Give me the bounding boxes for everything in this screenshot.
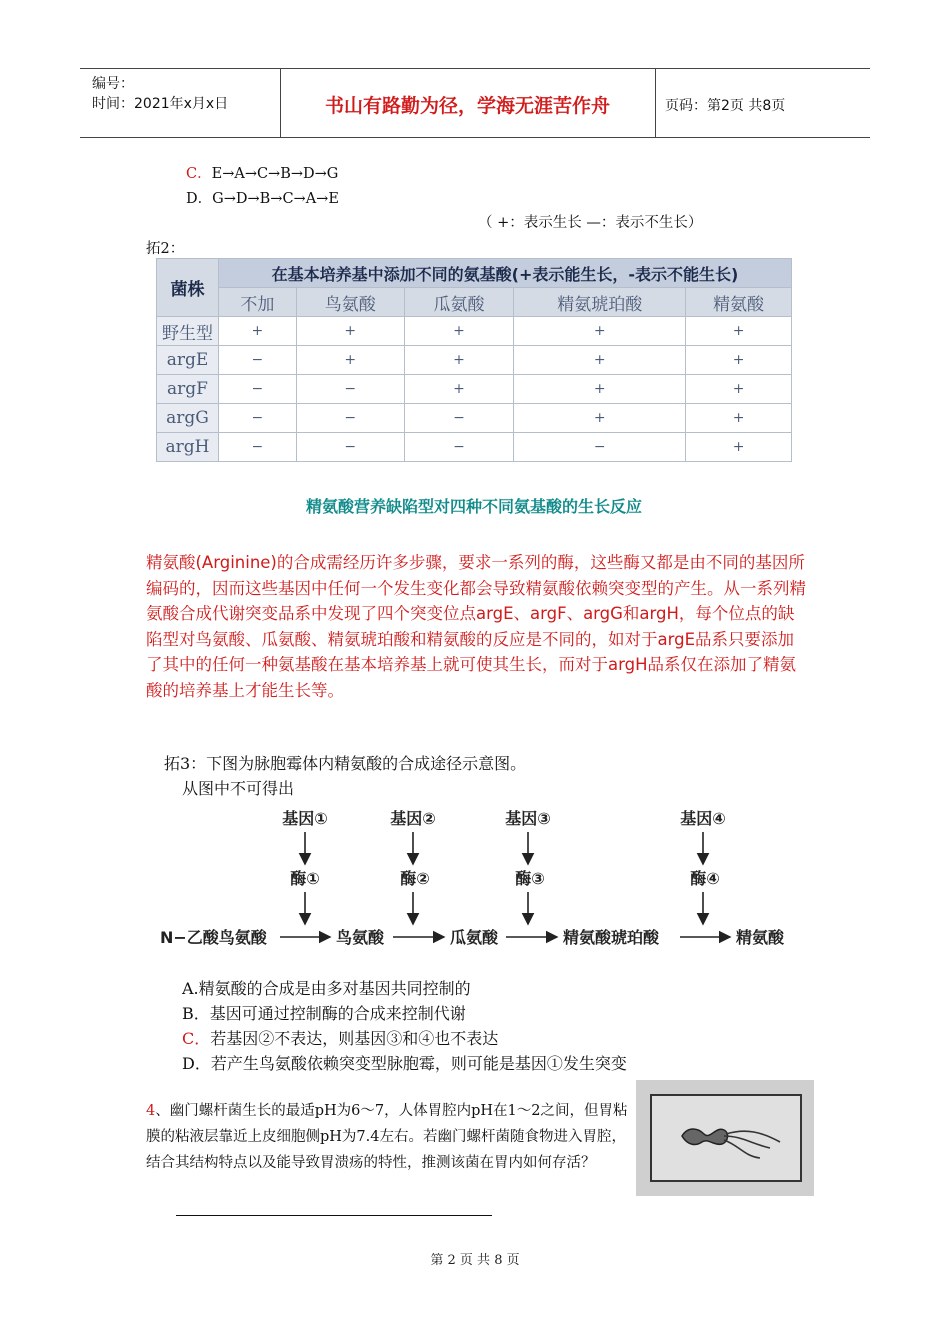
table-cell: +: [686, 404, 792, 433]
table-title: 在基本培养基中添加不同的氨基酸(+表示能生长，-表示不能生长): [218, 259, 791, 288]
enzyme-label: 酶③: [515, 869, 545, 888]
table-cell: −: [404, 404, 514, 433]
column-header: 瓜氨酸: [404, 288, 514, 317]
option-letter: B．: [182, 1004, 210, 1023]
arginine-paragraph: 精氨酸(Arginine)的合成需经历许多步骤，要求一系列的酶，这些酶又都是由不同的基因所编码的，因而这些基因中任何一个发生变化都会导致精氨酸依赖突变型的产生。从一系列精氨酸合成代谢突变品系中发现了四个突变位点argE、argF、argG和argH，每个位点的缺陷型对鸟氨酸、瓜氨酸、精氨琥珀酸和精氨酸的反应是不同的，如对于argE品系只要添加了其中的任何一种氨基酸在基本培养基上就可使其生长，而对于argH品系仅在添加了精氨酸的培养基上才能生长等。: [146, 553, 806, 700]
header-page-cell: [655, 69, 870, 137]
compound-label: 鸟氨酸: [336, 928, 385, 947]
option-text: E→A→C→B→D→G: [211, 166, 339, 182]
photo-frame: [650, 1094, 802, 1182]
table-cell: −: [218, 375, 296, 404]
table-cell: +: [296, 346, 404, 375]
helicobacter-icon: [652, 1096, 800, 1180]
table-cell: +: [514, 317, 686, 346]
option-letter: C．: [182, 1029, 211, 1048]
option-text: 精氨酸的合成是由多对基因共同控制的: [198, 979, 471, 998]
enzyme-label: 酶④: [690, 869, 720, 888]
table-cell: −: [514, 433, 686, 462]
table-cell: +: [404, 375, 514, 404]
table-row: [157, 404, 792, 433]
ext3-sub: 从图中不可得出: [182, 779, 295, 798]
table-row: [157, 317, 792, 346]
question-text: 、幽门螺杆菌生长的最适pH为6～7，人体胃腔内pH在1～2之间，但胃粘膜的粘液层靠近上皮细胞侧pH为7.4左右。若幽门螺杆菌随食物进入胃腔，结合其结构特点以及能导致胃溃疡的特性，推测该菌在胃内如何存活？: [146, 1103, 628, 1171]
growth-table: [156, 258, 792, 462]
table-cell: +: [514, 375, 686, 404]
ext2-label: 拓2：: [146, 241, 185, 257]
time-label: 时间：2021年x月x日: [92, 96, 229, 112]
table-cell: +: [686, 346, 792, 375]
row-label: argE: [157, 346, 219, 375]
table-row: [157, 346, 792, 375]
table-cell: −: [218, 346, 296, 375]
option-letter: A.: [182, 979, 199, 998]
table-cell: −: [218, 433, 296, 462]
table-cell: −: [296, 433, 404, 462]
table-cell: +: [514, 346, 686, 375]
compound-label: 瓜氨酸: [450, 928, 499, 947]
gene-label: 基因①: [282, 809, 328, 828]
table-cell: +: [686, 375, 792, 404]
option-c: [182, 1026, 498, 1049]
question-4: [146, 1098, 638, 1176]
option-text: 若基因②不表达，则基因③和④也不表达: [210, 1029, 499, 1048]
compound-label: 精氨酸琥珀酸: [563, 928, 660, 947]
option-b: [182, 1001, 466, 1024]
option-letter: D．: [182, 1054, 211, 1073]
table-cell: +: [296, 317, 404, 346]
compound-label: 精氨酸: [736, 928, 785, 947]
column-header: 精氨琥珀酸: [514, 288, 686, 317]
option-text: 若产生鸟氨酸依赖突变型脉胞霉，则可能是基因①发生突变: [210, 1054, 627, 1073]
enzyme-label: 酶②: [400, 869, 430, 888]
page-footer: 第 2 页 共 8 页: [430, 1253, 520, 1268]
row-label: argG: [157, 404, 219, 433]
table-cell: +: [404, 346, 514, 375]
option-text: 基因可通过控制酶的合成来控制代谢: [209, 1004, 466, 1023]
ext3-intro: 拓3：下图为脉胞霉体内精氨酸的合成途径示意图。: [164, 754, 527, 773]
header-meta-cell: [80, 69, 281, 137]
gene-label: 基因③: [505, 809, 551, 828]
legend-note: （ +：表示生长 —：表示不生长）: [478, 215, 703, 231]
strain-header: 菌株: [157, 259, 219, 317]
column-header: 精氨酸: [686, 288, 792, 317]
table-row: [157, 375, 792, 404]
row-label: argH: [157, 433, 219, 462]
table-caption: 精氨酸营养缺陷型对四种不同氨基酸的生长反应: [305, 497, 642, 516]
table-cell: −: [404, 433, 514, 462]
table-cell: −: [296, 404, 404, 433]
table-cell: +: [514, 404, 686, 433]
option-letter: D．: [186, 191, 213, 207]
option-d-top: [186, 187, 339, 208]
option-c-top: [186, 162, 338, 183]
table-cell: −: [296, 375, 404, 404]
gene-label: 基因②: [390, 809, 436, 828]
option-a: [182, 976, 471, 999]
table-cell: +: [686, 433, 792, 462]
table-row: [157, 433, 792, 462]
pathway-diagram: [150, 800, 810, 960]
document-header: [80, 68, 870, 138]
column-header-row: [157, 288, 792, 317]
column-header: 不加: [218, 288, 296, 317]
table-cell: +: [218, 317, 296, 346]
option-d: [182, 1051, 627, 1074]
option-text: G→D→B→C→A→E: [212, 191, 339, 207]
gene-label: 基因④: [680, 809, 726, 828]
compound-label: N−乙酸鸟氨酸: [160, 928, 267, 947]
answer-line: [176, 1215, 492, 1216]
enzyme-label: 酶①: [290, 869, 320, 888]
row-label: argF: [157, 375, 219, 404]
question-number: 4: [146, 1103, 156, 1119]
page-info: 页码：第2页 共8页: [665, 98, 786, 114]
number-label: 编号：: [92, 76, 134, 92]
row-label: 野生型: [157, 317, 219, 346]
header-motto-cell: [280, 69, 656, 137]
table-cell: +: [404, 317, 514, 346]
bacterium-photo: [636, 1080, 814, 1196]
table-cell: −: [218, 404, 296, 433]
table-cell: +: [686, 317, 792, 346]
option-letter: C．: [186, 166, 212, 182]
motto: 书山有路勤为径，学海无涯苦作舟: [324, 95, 610, 117]
column-header: 鸟氨酸: [296, 288, 404, 317]
